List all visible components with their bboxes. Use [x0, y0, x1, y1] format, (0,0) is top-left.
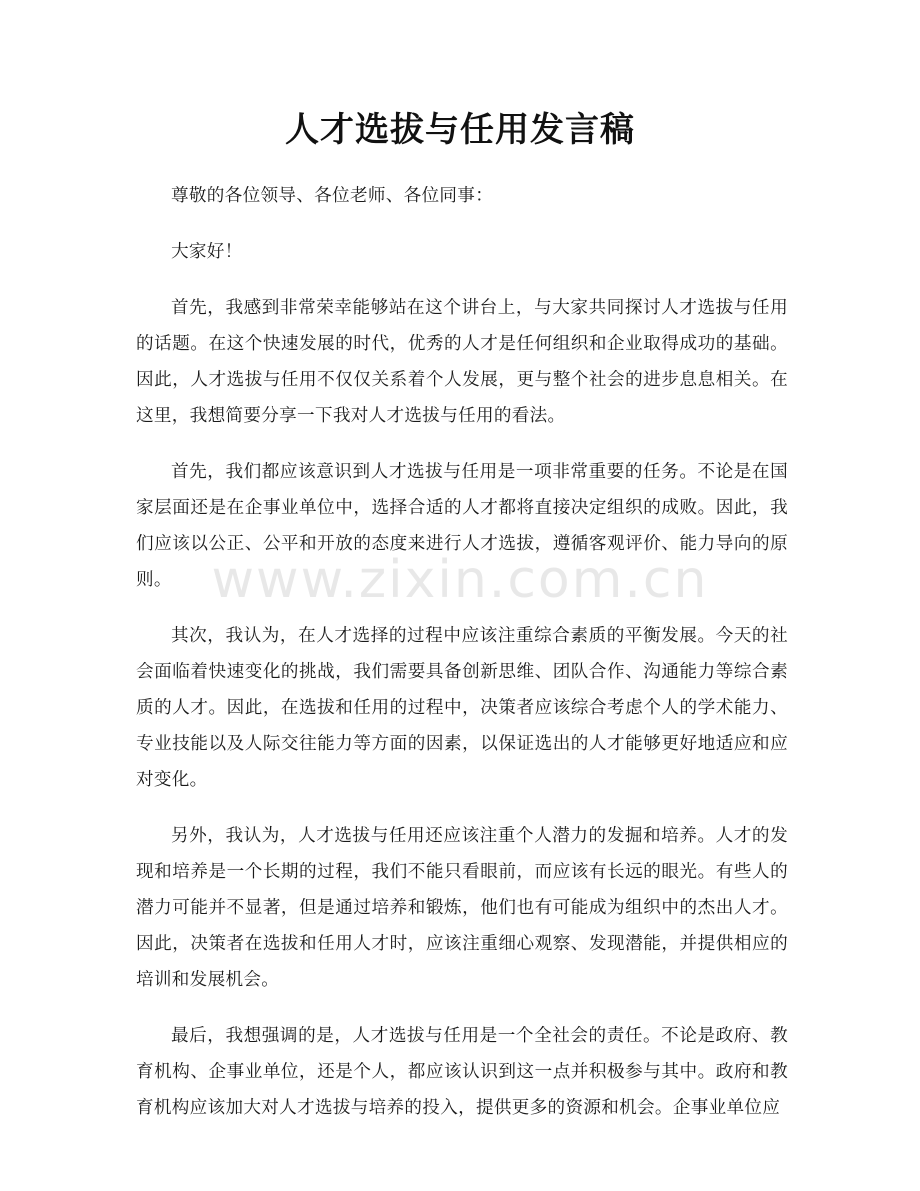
body-paragraph: 首先，我感到非常荣幸能够站在这个讲台上，与大家共同探讨人才选拔与任用的话题。在这个快速发展的时代，优秀的人才是任何组织和企业取得成功的基础。因此，人才选拔与任用不仅仅关系着个人发展，更与整个社会的进步息息相关。在这里，我想简要分享一下我对人才选拔与任用的看法。 [136, 298, 788, 426]
body-paragraph: 最后，我想强调的是，人才选拔与任用是一个全社会的责任。不论是政府、教育机构、企事业单位，还是个人，都应该认识到这一点并积极参与其中。政府和教育机构应该加大对人才选拔与培养的投入，提供更多的资源和机会。企事业单位应 [136, 1026, 788, 1118]
document-body [136, 178, 788, 1146]
watermark: www.zixin.com.cn [211, 550, 709, 610]
greeting-paragraph: 尊敬的各位领导、各位老师、各位同事： [171, 186, 494, 206]
salutation-paragraph: 大家好！ [171, 242, 243, 262]
document-title: 人才选拔与任用发言稿 [285, 110, 635, 150]
body-paragraph: 另外，我认为，人才选拔与任用还应该注重个人潜力的发掘和培养。人才的发现和培养是一个长期的过程，我们不能只看眼前，而应该有长远的眼光。有些人的潜力可能并不显著，但是通过培养和锻炼，他们也有可能成为组织中的杰出人才。因此，决策者在选拔和任用人才时，应该注重细心观察、发现潜能，并提供相应的培训和发展机会。 [136, 826, 788, 990]
body-paragraph: 其次，我认为，在人才选择的过程中应该注重综合素质的平衡发展。今天的社会面临着快速变化的挑战，我们需要具备创新思维、团队合作、沟通能力等综合素质的人才。因此，在选拔和任用的过程中，决策者应该综合考虑个人的学术能力、专业技能以及人际交往能力等方面的因素，以保证选出的人才能够更好地适应和应对变化。 [136, 626, 788, 790]
body-paragraph: 首先，我们都应该意识到人才选拔与任用是一项非常重要的任务。不论是在国家层面还是在企事业单位中，选择合适的人才都将直接决定组织的成败。因此，我们应该以公正、公平和开放的态度来进行人才选拔，遵循客观评价、能力导向的原则。 [136, 462, 788, 590]
